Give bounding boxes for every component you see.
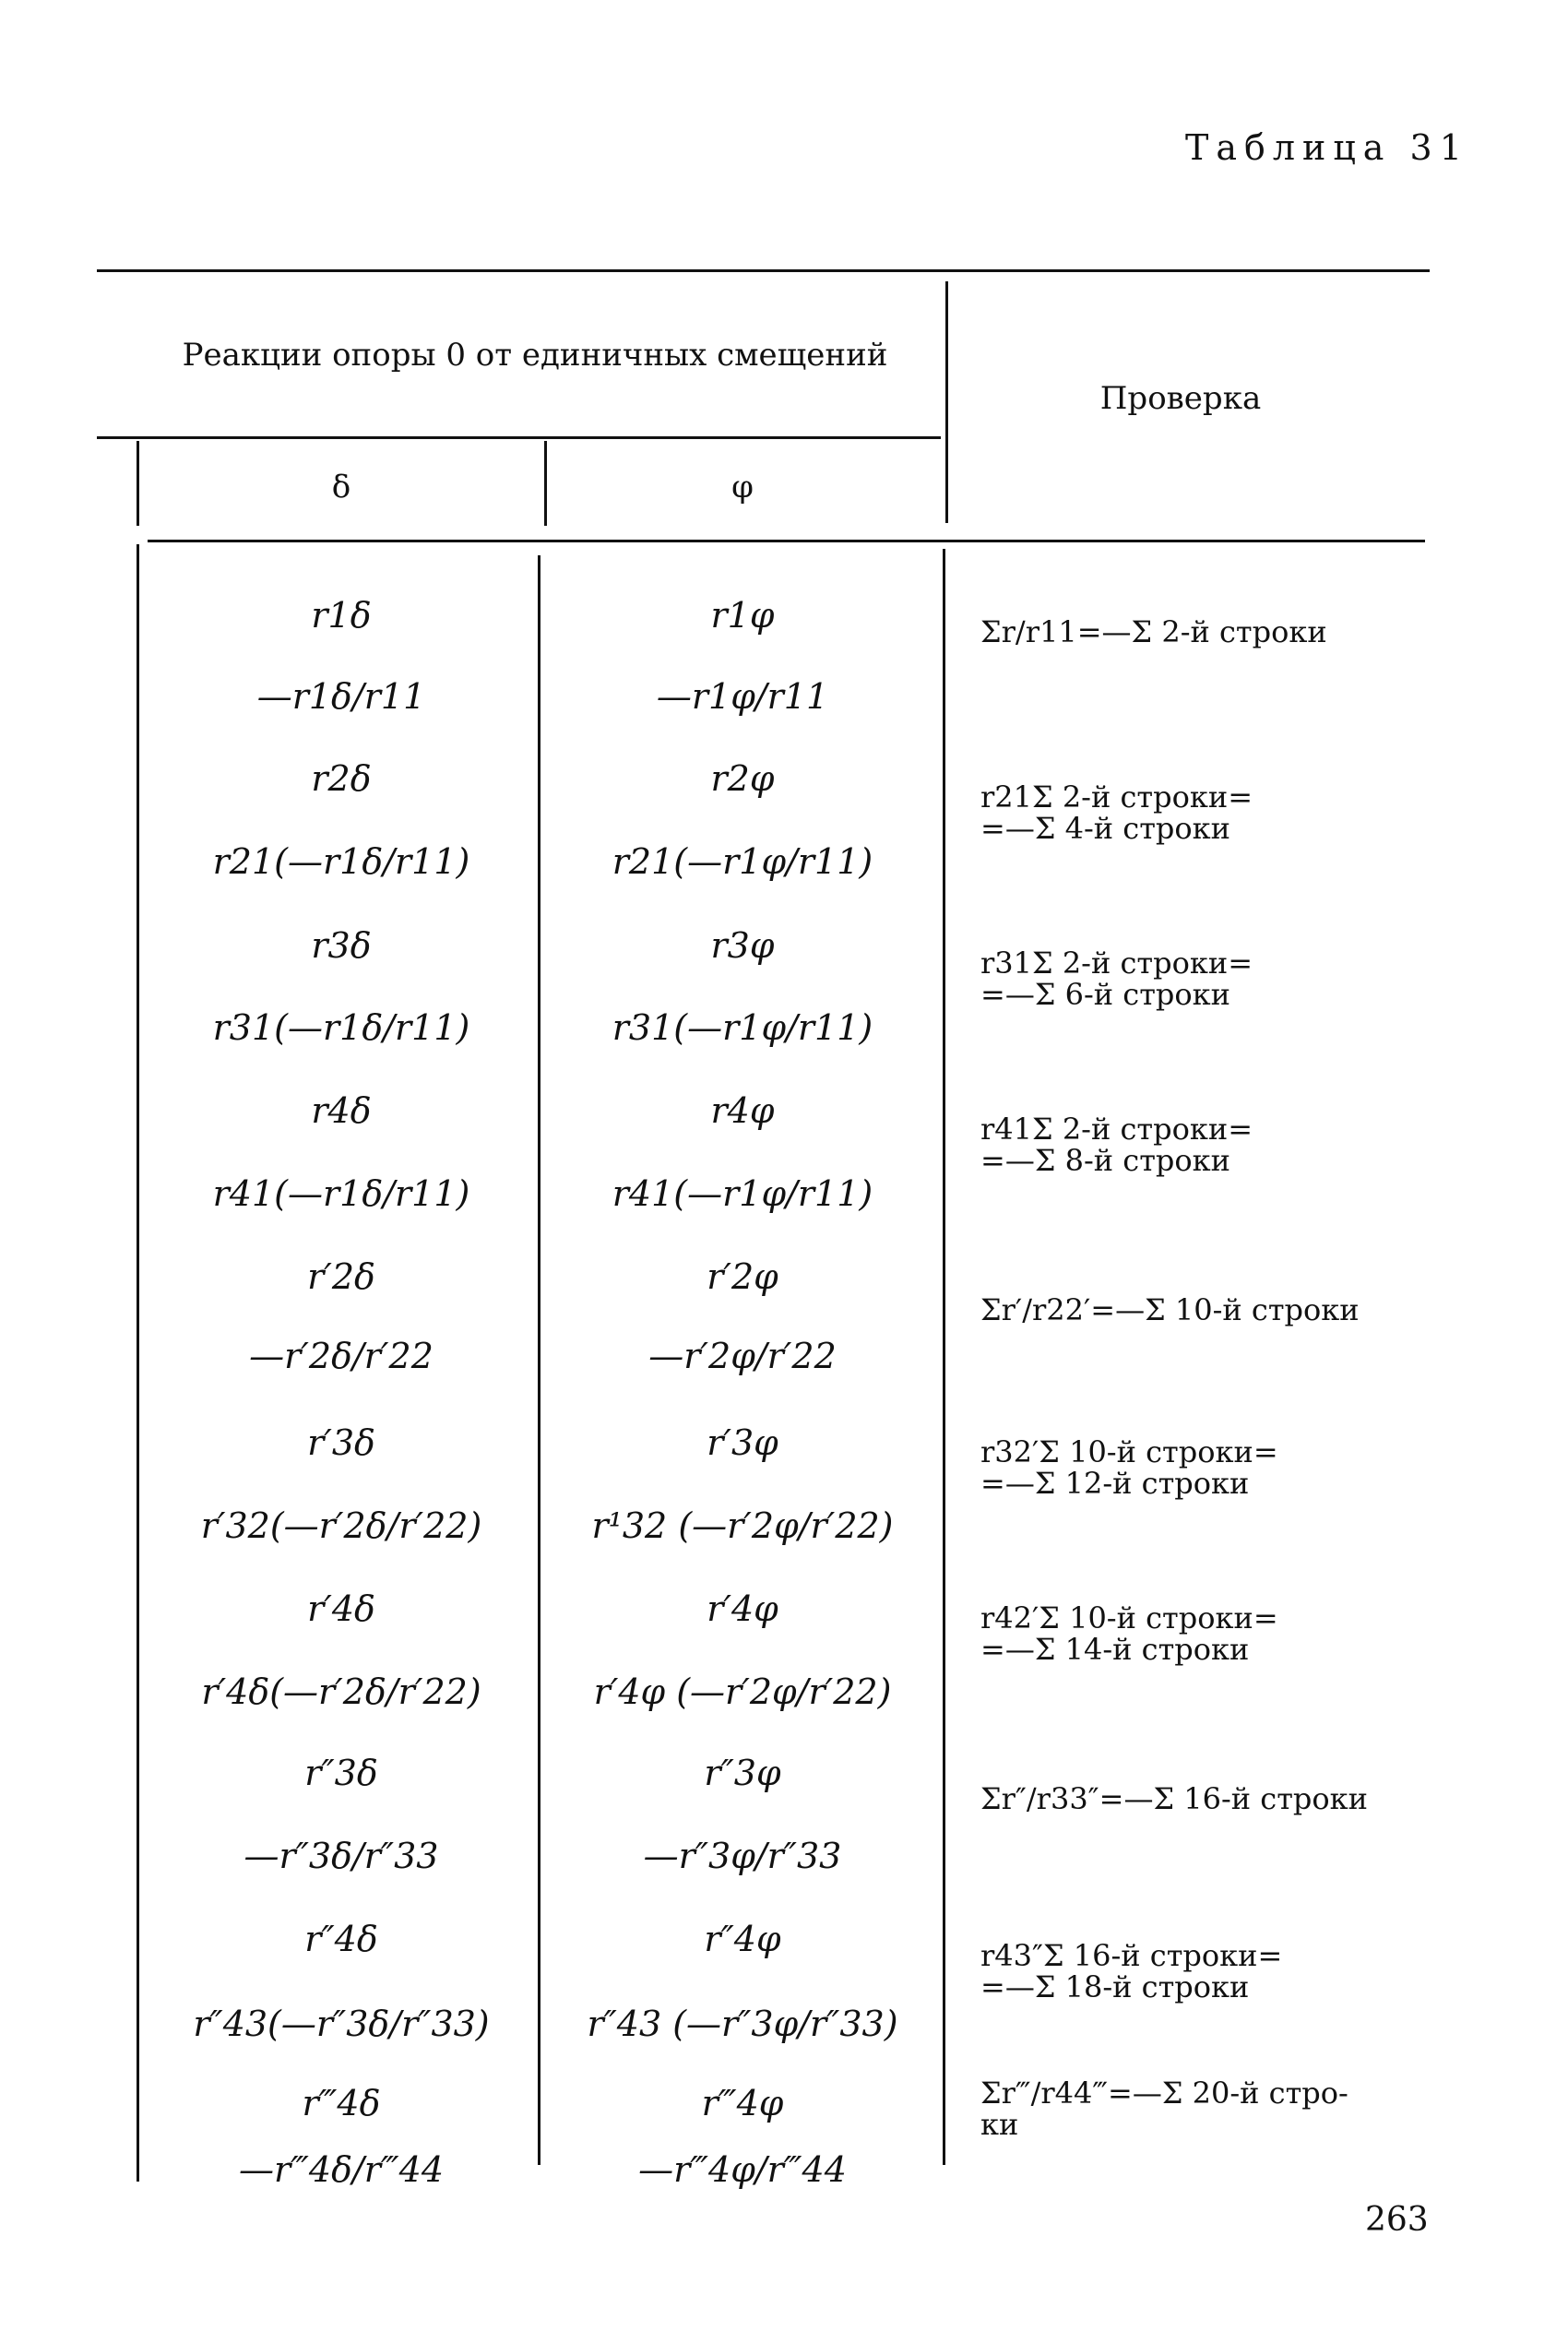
check-line: =—Σ 18-й строки (980, 1969, 1250, 2004)
check-line: Σr/r11=—Σ 2-й строки (980, 614, 1327, 649)
check-entry (980, 1940, 1282, 2003)
delta-cell: r′2δ (307, 1256, 375, 1297)
check-line: ки (980, 2107, 1019, 2142)
check-line: r21Σ 2-й строки= (980, 779, 1253, 815)
delta-cell: —r″3δ/r″33 (244, 1836, 439, 1876)
check-entry (980, 781, 1253, 844)
delta-cell: r″43(—r″3δ/r″33) (193, 2004, 490, 2044)
page-number: 263 (1365, 2201, 1429, 2239)
group-header-rule (97, 436, 941, 439)
delta-cell: r31(—r1δ/r11) (212, 1007, 470, 1048)
check-line: r43″Σ 16-й строки= (980, 1938, 1283, 1973)
phi-cell: r″3φ (704, 1753, 781, 1793)
phi-cell: r′4φ (—r′2φ/r′22) (593, 1671, 892, 1712)
delta-cell: r4δ (311, 1090, 372, 1131)
phi-cell: r″43 (—r″3φ/r″33) (587, 2004, 898, 2044)
table-top-rule (97, 269, 1430, 272)
check-entry (980, 1783, 1368, 1814)
check-entry (980, 1436, 1278, 1499)
delta-cell: r‴4δ (302, 2083, 381, 2123)
phi-cell: r1φ (710, 595, 775, 636)
phi-cell: r¹32 (—r′2φ/r′22) (591, 1505, 894, 1546)
phi-cell: r4φ (710, 1090, 775, 1131)
phi-cell: —r′2φ/r′22 (648, 1336, 837, 1376)
check-line: Σr″/r33″=—Σ 16-й строки (980, 1781, 1368, 1816)
table-caption: Таблица 31 (1185, 127, 1469, 168)
check-line: r31Σ 2-й строки= (980, 946, 1253, 981)
delta-cell: r″3δ (304, 1753, 378, 1793)
phi-cell: r2φ (710, 758, 775, 799)
check-entry (980, 1602, 1278, 1665)
phi-cell: r′3φ (707, 1422, 778, 1463)
check-line: Σr′/r22′=—Σ 10-й строки (980, 1292, 1360, 1327)
check-line: =—Σ 14-й строки (980, 1632, 1250, 1667)
delta-cell: r2δ (311, 758, 372, 799)
delta-cell: r″4δ (304, 1919, 378, 1959)
delta-cell: r3δ (311, 925, 372, 966)
delta-phi-header-divider (544, 441, 547, 526)
delta-cell: r′4δ (307, 1588, 375, 1629)
phi-cell: r21(—r1φ/r11) (612, 841, 873, 882)
header-bottom-rule (148, 540, 1425, 542)
check-line: r41Σ 2-й строки= (980, 1112, 1253, 1147)
check-entry (980, 1294, 1360, 1326)
phi-cell: r′2φ (707, 1256, 778, 1297)
phi-cell: r″4φ (704, 1919, 781, 1959)
delta-cell: r1δ (311, 595, 372, 636)
delta-cell: r21(—r1δ/r11) (212, 841, 470, 882)
phi-cell: r3φ (710, 925, 775, 966)
check-entry (980, 616, 1327, 648)
delta-phi-divider (538, 555, 540, 2165)
delta-column-header: δ (331, 469, 351, 505)
delta-cell: r′32(—r′2δ/r′22) (200, 1505, 482, 1546)
phi-cell: —r1φ/r11 (656, 676, 829, 717)
check-line: =—Σ 12-й строки (980, 1466, 1250, 1501)
phi-cell: r‴4φ (701, 2083, 784, 2123)
phi-cell: r′4φ (707, 1588, 778, 1629)
check-line: r32′Σ 10-й строки= (980, 1434, 1278, 1469)
check-line: Σr‴/r44‴=—Σ 20-й стро- (980, 2075, 1348, 2111)
phi-cell: —r″3φ/r″33 (643, 1836, 842, 1876)
phi-cell: r31(—r1φ/r11) (612, 1007, 873, 1048)
delta-cell: —r‴4δ/r‴44 (238, 2149, 445, 2190)
table-left-border (137, 544, 139, 2182)
phi-cell: r41(—r1φ/r11) (612, 1173, 873, 1214)
check-line: =—Σ 6-й строки (980, 977, 1230, 1012)
delta-cell: —r1δ/r11 (256, 676, 426, 717)
check-column-divider (945, 281, 948, 523)
check-entry (980, 947, 1253, 1010)
check-entry (980, 2077, 1348, 2140)
delta-cell: r41(—r1δ/r11) (212, 1173, 470, 1214)
delta-cell: —r′2δ/r′22 (249, 1336, 434, 1376)
check-line: r42′Σ 10-й строки= (980, 1600, 1278, 1635)
phi-check-divider (943, 549, 945, 2165)
check-line: =—Σ 4-й строки (980, 811, 1230, 846)
table-left-border-top (137, 441, 139, 526)
delta-cell: r′3δ (307, 1422, 375, 1463)
phi-column-header: φ (731, 469, 754, 505)
phi-cell: —r‴4φ/r‴44 (638, 2149, 847, 2190)
check-column-header: Проверка (1099, 380, 1262, 417)
delta-cell: r′4δ(—r′2δ/r′22) (201, 1671, 481, 1712)
check-line: =—Σ 8-й строки (980, 1143, 1230, 1178)
check-entry (980, 1113, 1253, 1176)
group-header: Реакции опоры 0 от единичных смещений (182, 337, 888, 374)
